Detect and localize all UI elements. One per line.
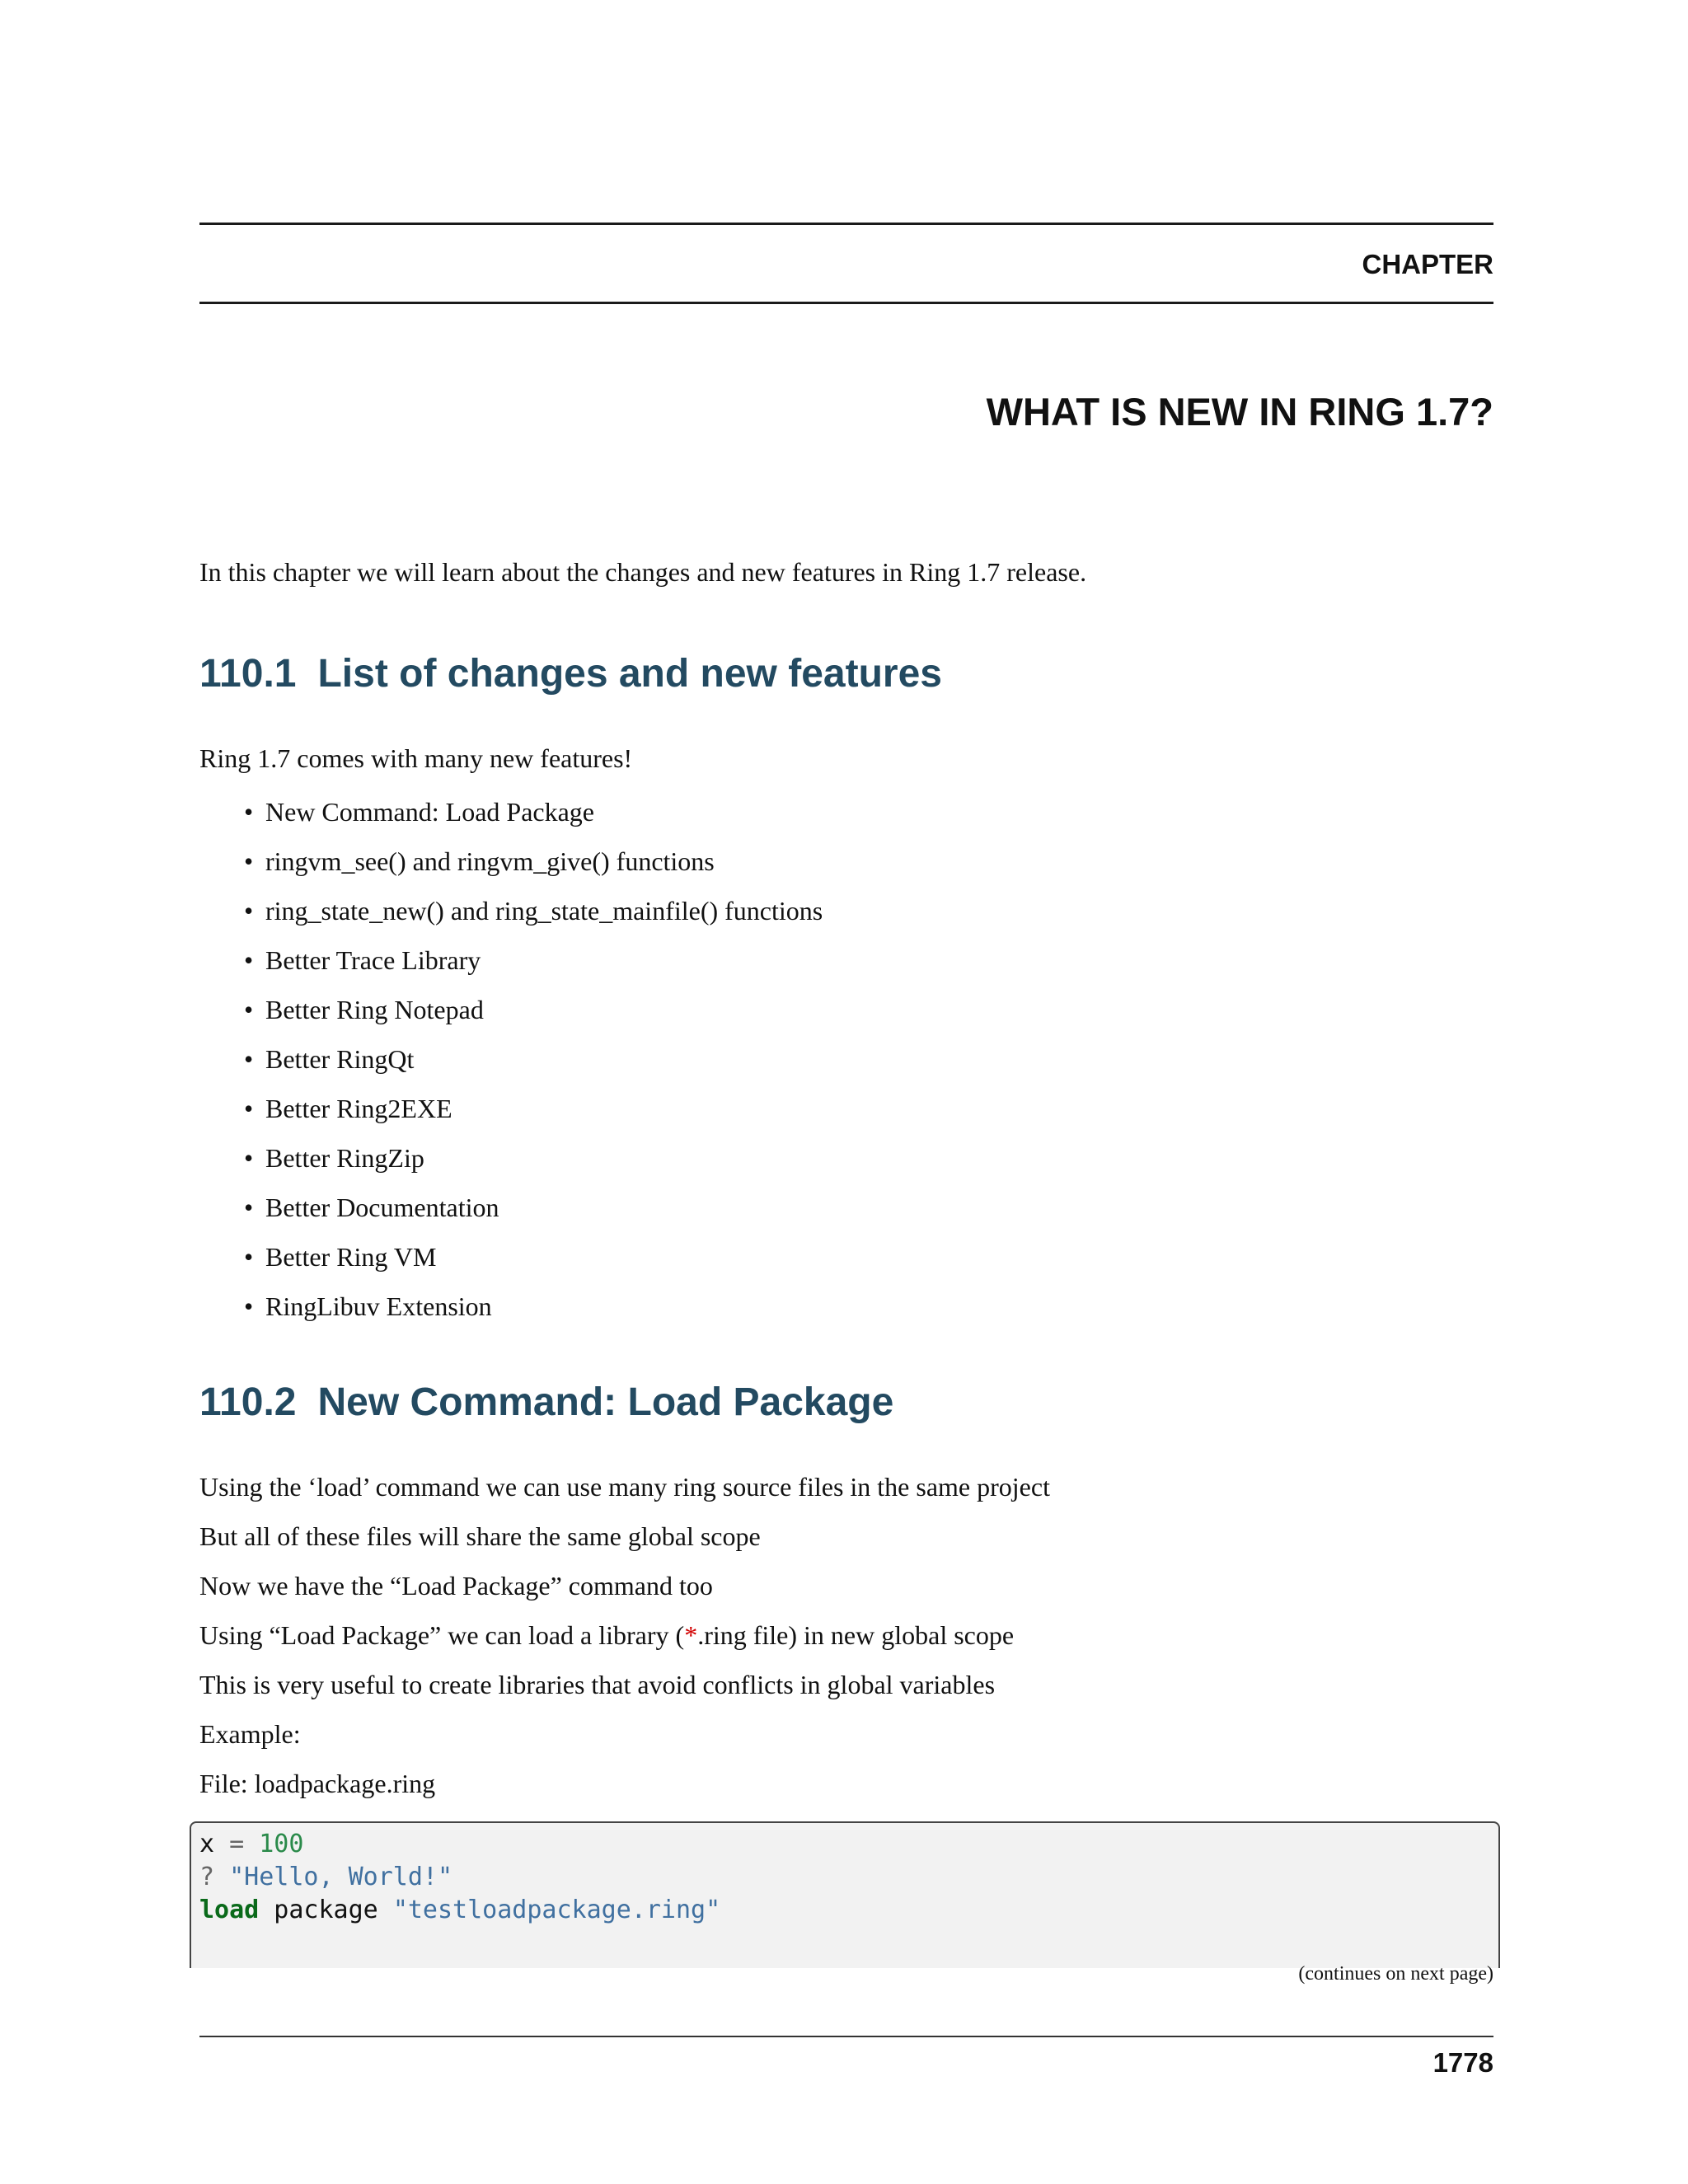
list-item: • Better Ring VM [244, 1242, 437, 1272]
list-item: • Better Trace Library [244, 945, 481, 975]
section2-paragraph-5: This is very useful to create libraries that avoid conflicts in global variables [199, 1670, 996, 1699]
file-label: File: loadpackage.ring [199, 1769, 436, 1798]
chapter-label: CHAPTER [1362, 249, 1493, 279]
section1-lead: Ring 1.7 comes with many new features! [199, 743, 633, 773]
section2-paragraph-2: But all of these files will share the same global scope [199, 1521, 761, 1551]
code-listing [199, 1828, 720, 1927]
code-line-2: ? "Hello, World!" [199, 1863, 453, 1891]
section-heading-2 [199, 1380, 893, 1425]
list-item: • Better Ring2EXE [244, 1094, 452, 1123]
list-item: • Better RingZip [244, 1143, 424, 1173]
asterisk-highlight: * [684, 1620, 698, 1650]
example-label: Example: [199, 1719, 301, 1749]
header-top-rule [199, 223, 1493, 225]
section2-paragraph-1: Using the ‘load’ command we can use many ring source files in the same project [199, 1472, 1050, 1502]
header-bottom-rule [199, 302, 1493, 304]
chapter-title: WHAT IS NEW IN RING 1.7? [986, 390, 1493, 434]
list-item: • ringvm_see() and ringvm_give() functions [244, 846, 715, 876]
section-number: 110.2 [199, 1380, 297, 1424]
list-item: • Better RingQt [244, 1044, 415, 1074]
section-heading-1 [199, 651, 942, 696]
list-item: • New Command: Load Package [244, 797, 594, 827]
section-number: 110.1 [199, 652, 297, 696]
section-title: List of changes and new features [317, 652, 942, 696]
section-title: New Command: Load Package [317, 1380, 894, 1424]
intro-paragraph: In this chapter we will learn about the changes and new features in Ring 1.7 release. [199, 557, 1087, 587]
list-item: • Better Ring Notepad [244, 995, 484, 1024]
feature-list [244, 791, 823, 1335]
section2-paragraph-4: Using “Load Package” we can load a library (*.ring file) in new global scope [199, 1620, 1015, 1650]
footer-rule [199, 2036, 1493, 2037]
page-number: 1778 [1432, 2047, 1493, 2078]
continues-note: (continues on next page) [1298, 1963, 1493, 1985]
code-line-3: load package "testloadpackage.ring" [199, 1896, 721, 1924]
list-item: • ring_state_new() and ring_state_mainfile() functions [244, 896, 823, 926]
code-line-1: x = 100 [199, 1830, 304, 1858]
section2-paragraph-3: Now we have the “Load Package” command too [199, 1571, 713, 1601]
list-item: • RingLibuv Extension [244, 1291, 492, 1321]
list-item: • Better Documentation [244, 1193, 499, 1222]
